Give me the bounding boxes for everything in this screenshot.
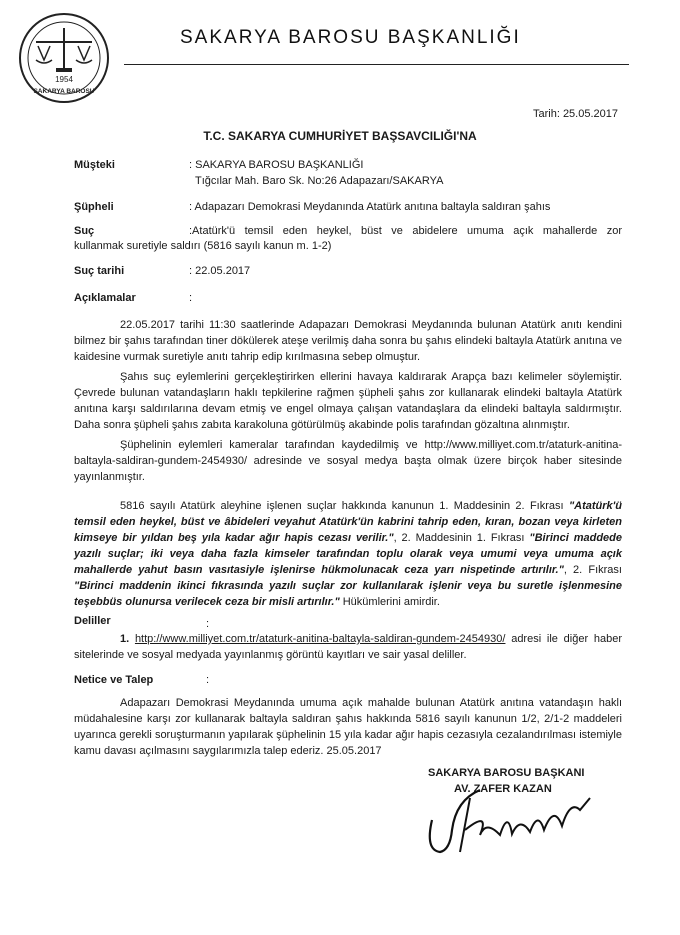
suc-tarihi-value: : 22.05.2017 (189, 265, 251, 277)
deliller-item (74, 631, 622, 663)
suc-value-cont: kullanmak suretiyle saldırı (5816 sayılı kanun m. 1-2) (74, 240, 332, 252)
svg-text:SAKARYA BAROSU: SAKARYA BAROSU (33, 88, 95, 95)
law-quote-3: "Birinci maddenin ikinci fıkrasında yazılı suçlar zor kullanılarak işlenir veya bu suretle işlenmesine teşebbüs olunursa verilecek ceza bir misli artırılır." (74, 580, 622, 608)
musteki-address: Tığcılar Mah. Baro Sk. No:26 Adapazarı/SAKARYA (195, 175, 444, 187)
letterhead-title: SAKARYA BAROSU BAŞKANLIĞI (180, 27, 521, 48)
supheli-label: Şüpheli (74, 201, 114, 213)
musteki-value: : SAKARYA BAROSU BAŞKANLIĞI (189, 159, 364, 171)
law-text: , 2. Fıkrası (563, 564, 622, 576)
law-text: , 2. Maddesinin 1. Fıkrası (393, 532, 530, 544)
suc-tarihi-label: Suç tarihi (74, 265, 125, 277)
signatory-name: AV. ZAFER KAZAN (454, 783, 552, 795)
netice-label: Netice ve Talep (74, 674, 154, 686)
netice-colon: : (206, 674, 210, 686)
deliller-label: Deliller (74, 615, 111, 627)
deliller-colon: : (206, 618, 210, 630)
svg-text:1954: 1954 (55, 75, 73, 84)
paragraph-events: Şahıs suç eylemlerini gerçekleştirirken ellerini havaya kaldırarak Arapça bazı kelimeler söylemiştir. Çevrede bulunan vatandaşların haklı tepkilerine rağmen şüpheli şahıs zor kullanarak elindeki baltayla Atatürk anıtına karşı saldırılarına devam etmiş ve engel olmaya çalışan vatandaşlara da elindeki baltayla saldırmıştır. Daha sonra şüpheli şahıs zabıta karakoluna götürülmüş akabinde polis tarafından gözaltına alınmıştır. (74, 371, 622, 431)
deliller-item-text: adresi ile diğer haber sitelerinde ve sosyal medyada yayınlanmış görüntü kayıtları ve sair yasal deliller. (74, 633, 622, 661)
paragraph-request: Adapazarı Demokrasi Meydanında umuma açık mahalde bulunan Atatürk anıtına vatandaşın haklı müdahalesine karşı zor kullanarak baltayla saldıran şahıs hakkında 5816 sayılı kanunun 1/2, 2/1-2 maddeleri uyarınca gerekli soruşturmanın yapılarak şüphelinin 15 yıla kadar ağır hapis cezasıyla cezalandırılması istemiyle kamu davası açılmasını saygılarımızla talep ederiz. 25.05.2017 (74, 697, 622, 757)
aciklamalar-colon: : (189, 292, 193, 304)
header-divider (124, 64, 629, 65)
signatory-title: SAKARYA BAROSU BAŞKANI (428, 767, 585, 779)
aciklamalar-label: Açıklamalar (74, 292, 136, 304)
bar-association-seal (18, 12, 110, 104)
paragraph-law (74, 498, 622, 610)
law-text: Hükümlerini amirdir. (339, 596, 440, 608)
paragraph-evidence: Şüphelinin eylemleri kameralar tarafından kaydedilmiş ve http://www.milliyet.com.tr/ataturk-anitina-baltayla-saldiran-gundem-2454930/ adresinde ve sosyal medya başta olmak üzere birçok haber sitesinde yayınlanmıştır. (74, 439, 622, 483)
law-quote-2: "Birinci maddede yazılı suçlar; iki veya daha fazla kimseler tarafından toplu olarak veya umumi veya umuma açık mahallerde yahut basın vasıtasiyle işlenirse hükmolunacak ceza yarı nispetinde artırılır." (74, 532, 622, 576)
suc-label: Suç (74, 225, 95, 237)
musteki-label: Müşteki (74, 159, 115, 171)
document-date: Tarih: 25.05.2017 (532, 108, 618, 120)
law-text: 5816 sayılı Atatürk aleyhine işlenen suçlar hakkında kanunun 1. Maddesinin 2. Fıkrası (120, 500, 569, 512)
addressee-heading: T.C. SAKARYA CUMHURİYET BAŞSAVCILIĞI'NA (203, 129, 477, 143)
paragraph-incident: 22.05.2017 tarihi 11:30 saatlerinde Adapazarı Demokrasi Meydanında bulunan Atatürk anıtı kendini bilmez bir şahıs tarafından tiner dökülerek ateşe verilmiş daha sonra bu şahıs elindeki baltayla Atatürk anıtına ve kaidesine vurmak suretiyle anıtı tahrip edip kırılmasına sebep olmuştur. (74, 319, 622, 363)
deliller-item-number: 1. (120, 633, 130, 645)
law-quote-1: "Atatürk'ü temsil eden heykel, büst ve âbideleri veyahut Atatürk'ün kabrini tahrip eden, kıran, bozan veya kirleten kimseye bir yıldan beş yıla kadar ağır hapis cezası verilir." (74, 500, 622, 544)
supheli-value: : Adapazarı Demokrasi Meydanında Atatürk anıtına baltayla saldıran şahıs (189, 201, 551, 213)
handwritten-signature (420, 780, 620, 860)
news-link[interactable]: http://www.milliyet.com.tr/ataturk-anitina-baltayla-saldiran-gundem-2454930/ (134, 633, 506, 645)
suc-value: :Atatürk'ü temsil eden heykel, büst ve abidelere umuma açık mahallerde zor (189, 225, 622, 237)
